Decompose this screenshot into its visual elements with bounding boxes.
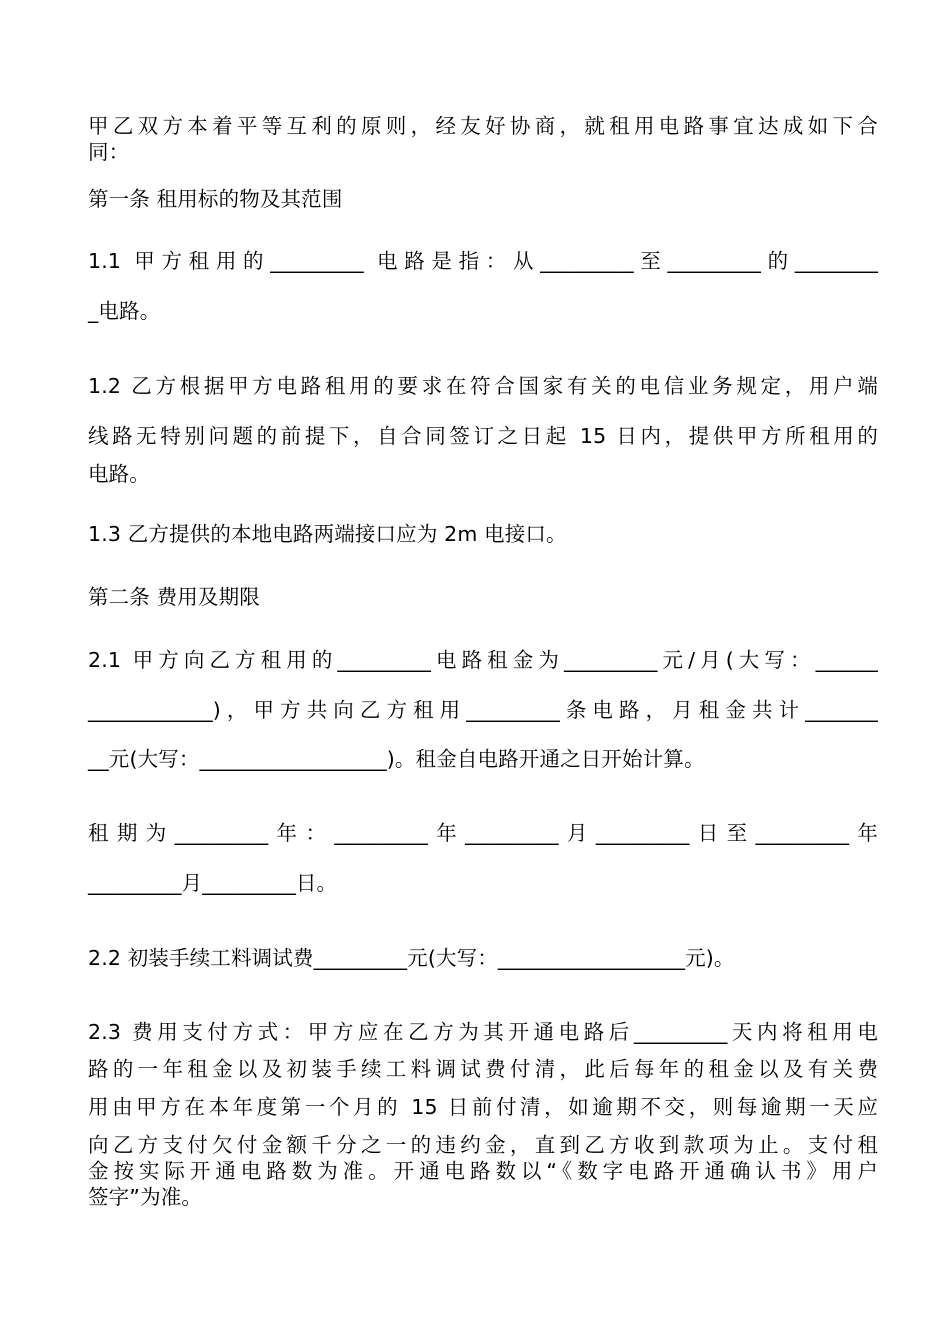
text-line: 1.2 乙方根据甲方电路租用的要求在符合国家有关的电信业务规定，用户端 [88,374,878,398]
text-line: 同： [88,140,130,164]
text-line: 电路。 [88,462,150,486]
text-line: 2.2 初装手续工料调试费_________元(大写：__________________元)。 [88,946,735,970]
text-line: _电路。 [88,299,161,323]
text-line: 1.3 乙方提供的本地电路两端接口应为 2m 电接口。 [88,522,567,546]
text-line: 向乙方支付欠付金额千分之一的违约金，直到乙方收到款项为止。支付租 [88,1133,878,1157]
text-line: 1.1 甲方租用的_________ 电路是指：从_________至_________的________ [88,249,878,273]
text-line: 路的一年租金以及初装手续工料调试费付清，此后每年的租金以及有关费 [88,1057,878,1081]
text-line: _________月_________日。 [88,871,338,895]
text-line: 线路无特别问题的前提下，自合同签订之日起 15 日内，提供甲方所租用的 [88,424,878,448]
text-line: 金按实际开通电路数为准。开通电路数以“《数字电路开通确认书》用户 [88,1159,878,1183]
text-line: 签字”为准。 [88,1185,203,1209]
text-line: 2.1 甲方向乙方租用的_________电路租金为_________元/月(大写：______ [88,648,878,672]
text-line: 甲乙双方本着平等互利的原则，经友好协商，就租用电路事宜达成如下合 [88,114,878,138]
text-line: __元(大写：__________________)。租金自电路开通之日开始计算。 [88,747,705,771]
text-line: 用由甲方在本年度第一个月的 15 日前付清，如逾期不交，则每逾期一天应 [88,1095,878,1119]
text-line: 2.3 费用支付方式：甲方应在乙方为其开通电路后_________天内将租用电 [88,1020,878,1044]
text-line: 租期为_________年：_________年_________月_________日至_________年 [88,821,878,845]
text-line: ____________)，甲方共向乙方租用_________条电路，月租金共计_______ [88,698,878,722]
section-heading: 第一条 租用标的物及其范围 [88,187,343,211]
section-heading: 第二条 费用及期限 [88,585,260,609]
